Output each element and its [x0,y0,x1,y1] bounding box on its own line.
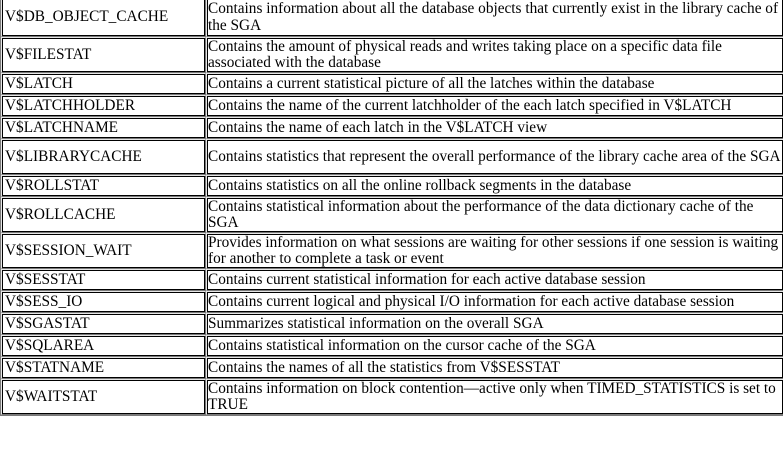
table-row [1,139,783,175]
view-description-cell: Contains current statistical information for each active database session [206,269,783,291]
view-name-cell: V$DB_OBJECT_CACHE [1,0,206,37]
view-name-cell: V$LATCHHOLDER [1,95,206,117]
table-row [1,313,783,335]
view-name-cell: V$SESS_IO [1,291,206,313]
table-row [1,197,783,233]
view-description-cell: Contains the name of each latch in the V$LATCH view [206,117,783,139]
view-description-cell: Contains information about all the database objects that currently exist in the library cache of the SGA [206,0,783,37]
table-row [1,117,783,139]
view-name-cell: V$STATNAME [1,357,206,379]
table-row [1,233,783,269]
view-name-cell: V$FILESTAT [1,37,206,73]
view-description-cell: Contains statistics that represent the overall performance of the library cache area of the SGA [206,139,783,175]
view-name-cell: V$SESSION_WAIT [1,233,206,269]
view-description-cell: Contains statistics on all the online rollback segments in the database [206,175,783,197]
view-name-cell: V$LIBRARYCACHE [1,139,206,175]
view-name-cell: V$ROLLSTAT [1,175,206,197]
table-row [1,269,783,291]
view-name-cell: V$SESSTAT [1,269,206,291]
view-description-cell: Summarizes statistical information on the overall SGA [206,313,783,335]
view-description-cell: Contains current logical and physical I/O information for each active database session [206,291,783,313]
view-description-cell: Contains the amount of physical reads and writes taking place on a specific data file associated with the database [206,37,783,73]
view-description-cell: Contains statistical information on the cursor cache of the SGA [206,335,783,357]
view-name-cell: V$WAITSTAT [1,379,206,415]
table-row [1,379,783,415]
view-description-cell: Contains information on block contention—active only when TIMED_STATISTICS is set to TRUE [206,379,783,415]
table-row [1,37,783,73]
table-row [1,335,783,357]
view-description-cell: Contains a current statistical picture of all the latches within the database [206,73,783,95]
table-row [1,0,783,37]
view-description-cell: Contains the names of all the statistics from V$SESSTAT [206,357,783,379]
table-row [1,357,783,379]
view-description-cell: Contains statistical information about the performance of the data dictionary cache of the SGA [206,197,783,233]
table-row [1,175,783,197]
view-name-cell: V$LATCH [1,73,206,95]
view-name-cell: V$SGASTAT [1,313,206,335]
view-name-cell: V$LATCHNAME [1,117,206,139]
view-description-cell: Contains the name of the current latchholder of the each latch specified in V$LATCH [206,95,783,117]
table-row [1,73,783,95]
table-row [1,291,783,313]
view-name-cell: V$SQLAREA [1,335,206,357]
view-description-cell: Provides information on what sessions are waiting for other sessions if one session is waiting for another to complete a task or event [206,233,783,269]
view-name-cell: V$ROLLCACHE [1,197,206,233]
table-row [1,95,783,117]
